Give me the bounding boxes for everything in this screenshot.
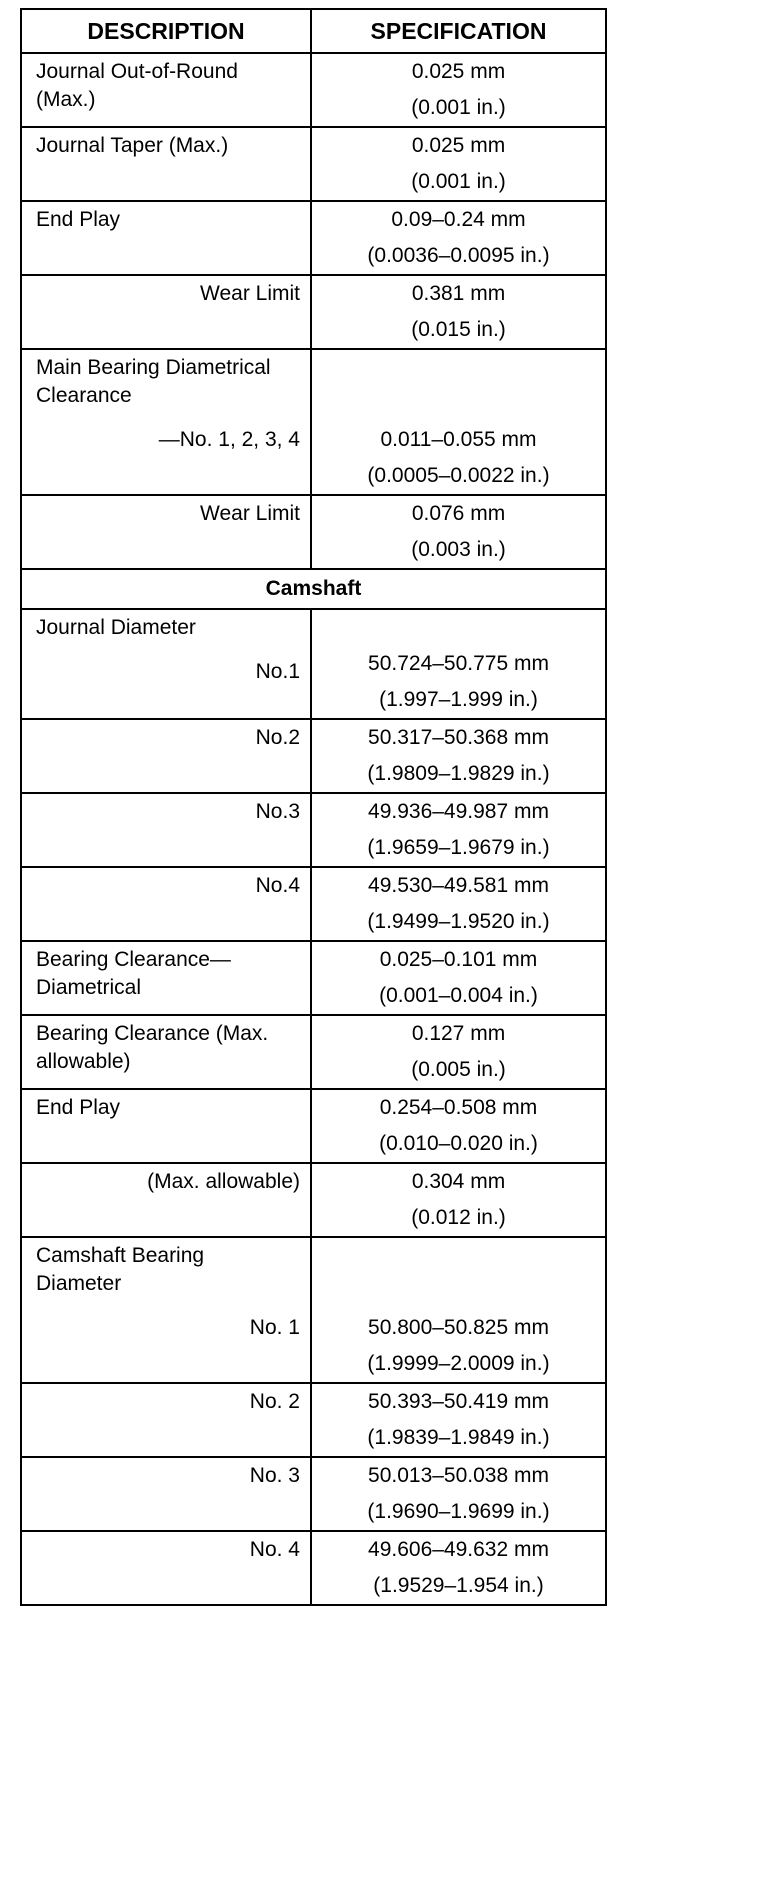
specification-cell: [311, 609, 606, 719]
specification-cell: [311, 1237, 606, 1383]
specification-cell: [311, 1089, 606, 1163]
description-line: Wear Limit: [200, 282, 300, 305]
specification-value: 50.800–50.825 mm: [368, 1316, 549, 1339]
specification-value: 0.254–0.508 mm: [379, 1096, 538, 1119]
specification-value: 0.127 mm: [411, 1022, 506, 1045]
description-line: Journal Out-of-Round: [36, 60, 238, 83]
specification-value: (0.0005–0.0022 in.): [367, 464, 550, 487]
specification-value: 0.381 mm: [411, 282, 506, 305]
table-row: [21, 1015, 606, 1089]
specification-value: 0.011–0.055 mm: [380, 428, 537, 451]
description-line: No. 2: [249, 1390, 300, 1413]
specification-value: 0.025 mm: [411, 134, 506, 157]
specification-value: 50.393–50.419 mm: [368, 1390, 549, 1413]
description-line: No. 1: [249, 1316, 300, 1339]
specification-value: 0.304 mm: [411, 1170, 506, 1193]
description-cell: [21, 1457, 311, 1531]
description-line: No. 3: [249, 1464, 300, 1487]
description-cell: [21, 793, 311, 867]
table-row: [21, 1457, 606, 1531]
specification-value: (0.005 in.): [411, 1058, 506, 1081]
specification-value: (0.012 in.): [411, 1206, 506, 1229]
description-cell: [21, 1237, 311, 1383]
spacer: [312, 1238, 605, 1274]
spacer: [312, 386, 605, 422]
description-cell: [21, 1383, 311, 1457]
specification-cell: [311, 495, 606, 569]
table-row: [21, 1163, 606, 1237]
description-cell: [21, 1531, 311, 1605]
specification-cell: [311, 53, 606, 127]
table-row: [21, 201, 606, 275]
specification-value: 0.025–0.101 mm: [379, 948, 538, 971]
specification-value: (1.9999–2.0009 in.): [367, 1352, 550, 1375]
specification-value: (1.9839–1.9849 in.): [367, 1426, 550, 1449]
specification-value: 50.724–50.775 mm: [368, 652, 549, 675]
description-cell: [21, 349, 311, 495]
description-line: No.2: [255, 726, 300, 749]
description-line: Wear Limit: [200, 502, 300, 525]
table-row: [21, 719, 606, 793]
description-header: DESCRIPTION: [21, 9, 311, 53]
specification-value: (0.001–0.004 in.): [379, 984, 538, 1007]
section-row: [21, 569, 606, 609]
spacer: [312, 350, 605, 386]
description-line: No. 4: [249, 1538, 300, 1561]
description-cell: [21, 1089, 311, 1163]
description-cell: [21, 275, 311, 349]
spacer: [312, 1274, 605, 1310]
table-row: [21, 275, 606, 349]
description-line: No.4: [255, 874, 300, 897]
table-row: [21, 1531, 606, 1605]
specification-cell: [311, 127, 606, 201]
description-line: allowable): [36, 1050, 131, 1073]
table-row: [21, 53, 606, 127]
description-cell: [21, 719, 311, 793]
specification-value: 0.025 mm: [411, 60, 506, 83]
description-cell: [21, 941, 311, 1015]
description-cell: [21, 1015, 311, 1089]
specification-value: (1.9659–1.9679 in.): [367, 836, 550, 859]
specification-cell: [311, 1457, 606, 1531]
specification-cell: [311, 867, 606, 941]
specification-value: 49.606–49.632 mm: [368, 1538, 549, 1561]
table-row: [21, 609, 606, 719]
specification-cell: [311, 1015, 606, 1089]
table-row: [21, 867, 606, 941]
specification-header: SPECIFICATION: [311, 9, 606, 53]
description-line: No.3: [255, 800, 300, 823]
table-row: [21, 941, 606, 1015]
description-cell: [21, 609, 311, 719]
description-cell: [21, 1163, 311, 1237]
specification-cell: [311, 349, 606, 495]
specification-value: 50.317–50.368 mm: [368, 726, 549, 749]
specification-value: (0.001 in.): [411, 170, 506, 193]
table-row: [21, 793, 606, 867]
specification-cell: [311, 793, 606, 867]
specification-value: (0.015 in.): [411, 318, 506, 341]
header-row: [21, 9, 606, 53]
table-row: [21, 127, 606, 201]
specification-value: (0.003 in.): [411, 538, 506, 561]
specification-cell: [311, 201, 606, 275]
specification-value: 49.530–49.581 mm: [368, 874, 549, 897]
description-line: Diameter: [36, 1272, 122, 1295]
table-row: [21, 1383, 606, 1457]
description-cell: [21, 867, 311, 941]
description-line: (Max.): [36, 88, 96, 111]
description-line: Journal Taper (Max.): [36, 134, 229, 157]
specification-table: [20, 8, 607, 1606]
specification-cell: [311, 1163, 606, 1237]
table-row: [21, 1237, 606, 1383]
specification-cell: [311, 1383, 606, 1457]
specification-value: 49.936–49.987 mm: [368, 800, 549, 823]
specification-value: (1.9809–1.9829 in.): [367, 762, 550, 785]
description-line: Camshaft Bearing: [36, 1244, 205, 1267]
description-line: —No. 1, 2, 3, 4: [158, 428, 300, 451]
specification-value: (0.010–0.020 in.): [379, 1132, 538, 1155]
description-cell: [21, 127, 311, 201]
specification-value: (0.001 in.): [411, 96, 506, 119]
description-line: (Max. allowable): [147, 1170, 300, 1193]
description-cell: [21, 495, 311, 569]
specification-value: 0.09–0.24 mm: [391, 208, 526, 231]
description-line: No.1: [255, 660, 300, 683]
description-cell: [21, 53, 311, 127]
description-line: Diametrical: [36, 976, 142, 999]
specification-value: (1.9529–1.954 in.): [373, 1574, 544, 1597]
table-row: [21, 1089, 606, 1163]
specification-value: 50.013–50.038 mm: [368, 1464, 549, 1487]
spacer: [312, 610, 605, 646]
description-line: Clearance: [36, 384, 132, 407]
description-line: End Play: [36, 208, 121, 231]
description-line: End Play: [36, 1096, 121, 1119]
specification-value: (1.9499–1.9520 in.): [367, 910, 550, 933]
table-row: [21, 495, 606, 569]
table-body: [21, 53, 606, 1605]
description-line: Journal Diameter: [36, 616, 196, 639]
description-line: Main Bearing Diametrical: [36, 356, 271, 379]
specification-value: (1.997–1.999 in.): [379, 688, 538, 711]
specification-cell: [311, 1531, 606, 1605]
table-row: [21, 349, 606, 495]
description-line: Bearing Clearance (Max.: [36, 1022, 269, 1045]
specification-cell: [311, 941, 606, 1015]
specification-cell: [311, 719, 606, 793]
section-title: Camshaft: [21, 569, 606, 609]
specification-value: (0.0036–0.0095 in.): [367, 244, 550, 267]
description-cell: [21, 201, 311, 275]
specification-value: 0.076 mm: [411, 502, 506, 525]
description-line: Bearing Clearance—: [36, 948, 231, 971]
specification-value: (1.9690–1.9699 in.): [367, 1500, 550, 1523]
specification-cell: [311, 275, 606, 349]
